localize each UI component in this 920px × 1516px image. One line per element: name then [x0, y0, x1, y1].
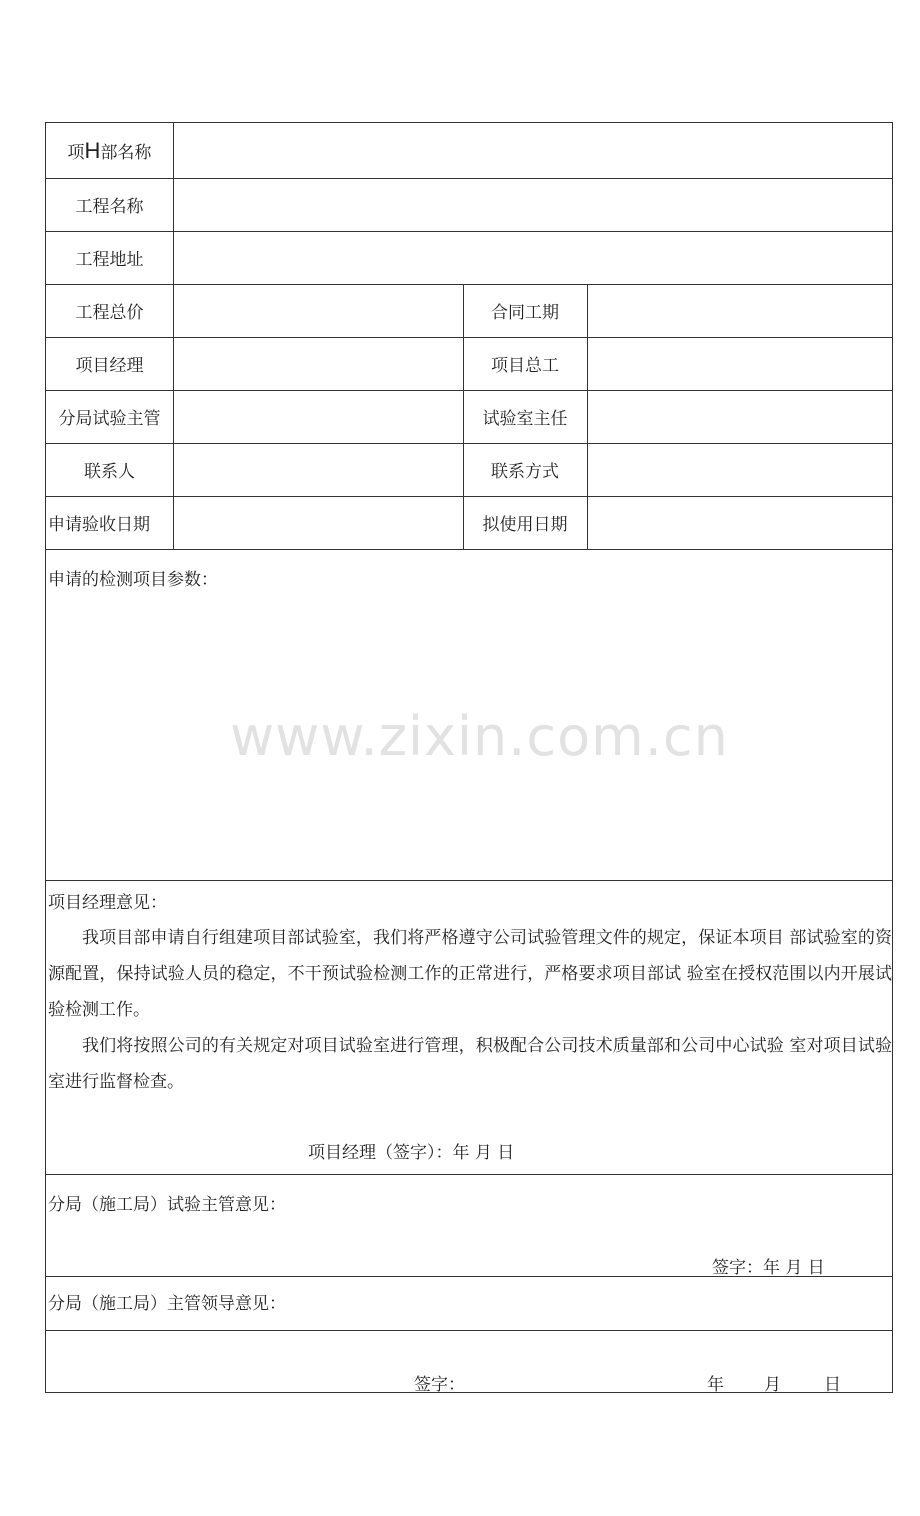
row-divider	[46, 549, 892, 550]
branch-leader-opinion-label: 分局（施工局）主管领导意见：	[48, 1294, 286, 1314]
column-divider	[587, 284, 588, 549]
branch-test-opinion-label: 分局（施工局）试验主管意见：	[48, 1195, 286, 1215]
lab-director-label: 试验室主任	[482, 409, 568, 429]
application-form-table	[45, 122, 893, 1393]
manager-opinion-paragraph: 我们将按照公司的有关规定对项目试验室进行管理，积极配合公司技术质量部和公司中心试验 室对项目试验室进行监督检查。	[48, 1036, 892, 1092]
project-address-label: 工程地址	[75, 250, 144, 270]
contract-period-label: 合同工期	[491, 303, 559, 323]
column-divider	[173, 123, 174, 549]
branch-leader-sign-label: 签字：	[414, 1375, 465, 1395]
test-params-label: 申请的检测项目参数：	[48, 570, 218, 590]
project-name-label: 工程名称	[75, 197, 144, 217]
manager-opinion-paragraph: 我项目部申请自行组建项目部试验室，我们将严格遵守公司试验管理文件的规定，保证本项目 部试验室的资源配置，保持试验人员的稳定，不干预试验检测工作的正常进行，严格要求项目部试 验室在授权范围以内开展试验检测工作。	[48, 928, 892, 1020]
manager-opinion-label: 项目经理意见：	[48, 893, 167, 913]
row-divider	[46, 1330, 892, 1331]
project-manager-label: 项目经理	[75, 356, 144, 376]
branch-test-supervisor-label: 分局试验主管	[58, 409, 161, 429]
branch-leader-year: 年	[707, 1375, 724, 1395]
row-divider	[46, 1174, 892, 1175]
manager-opinion-body	[48, 920, 892, 1100]
manager-signature-line: 项目经理（签字）：年 月 日	[308, 1143, 515, 1163]
contact-person-label: 联系人	[84, 462, 135, 482]
branch-leader-day: 日	[824, 1375, 841, 1395]
project-dept-name-label: 项 H 部名称	[67, 137, 152, 163]
branch-leader-month: 月	[764, 1375, 781, 1395]
acceptance-date-label: 申请验收日期	[48, 515, 150, 535]
branch-test-signature-line: 签字：年 月 日	[712, 1258, 825, 1278]
watermark: www.zixin.com.cn	[230, 705, 729, 768]
contact-method-label: 联系方式	[491, 462, 559, 482]
row-divider	[46, 880, 892, 881]
chief-engineer-label: 项目总工	[491, 356, 559, 376]
total-price-label: 工程总价	[75, 303, 144, 323]
planned-use-date-label: 拟使用日期	[482, 515, 568, 535]
